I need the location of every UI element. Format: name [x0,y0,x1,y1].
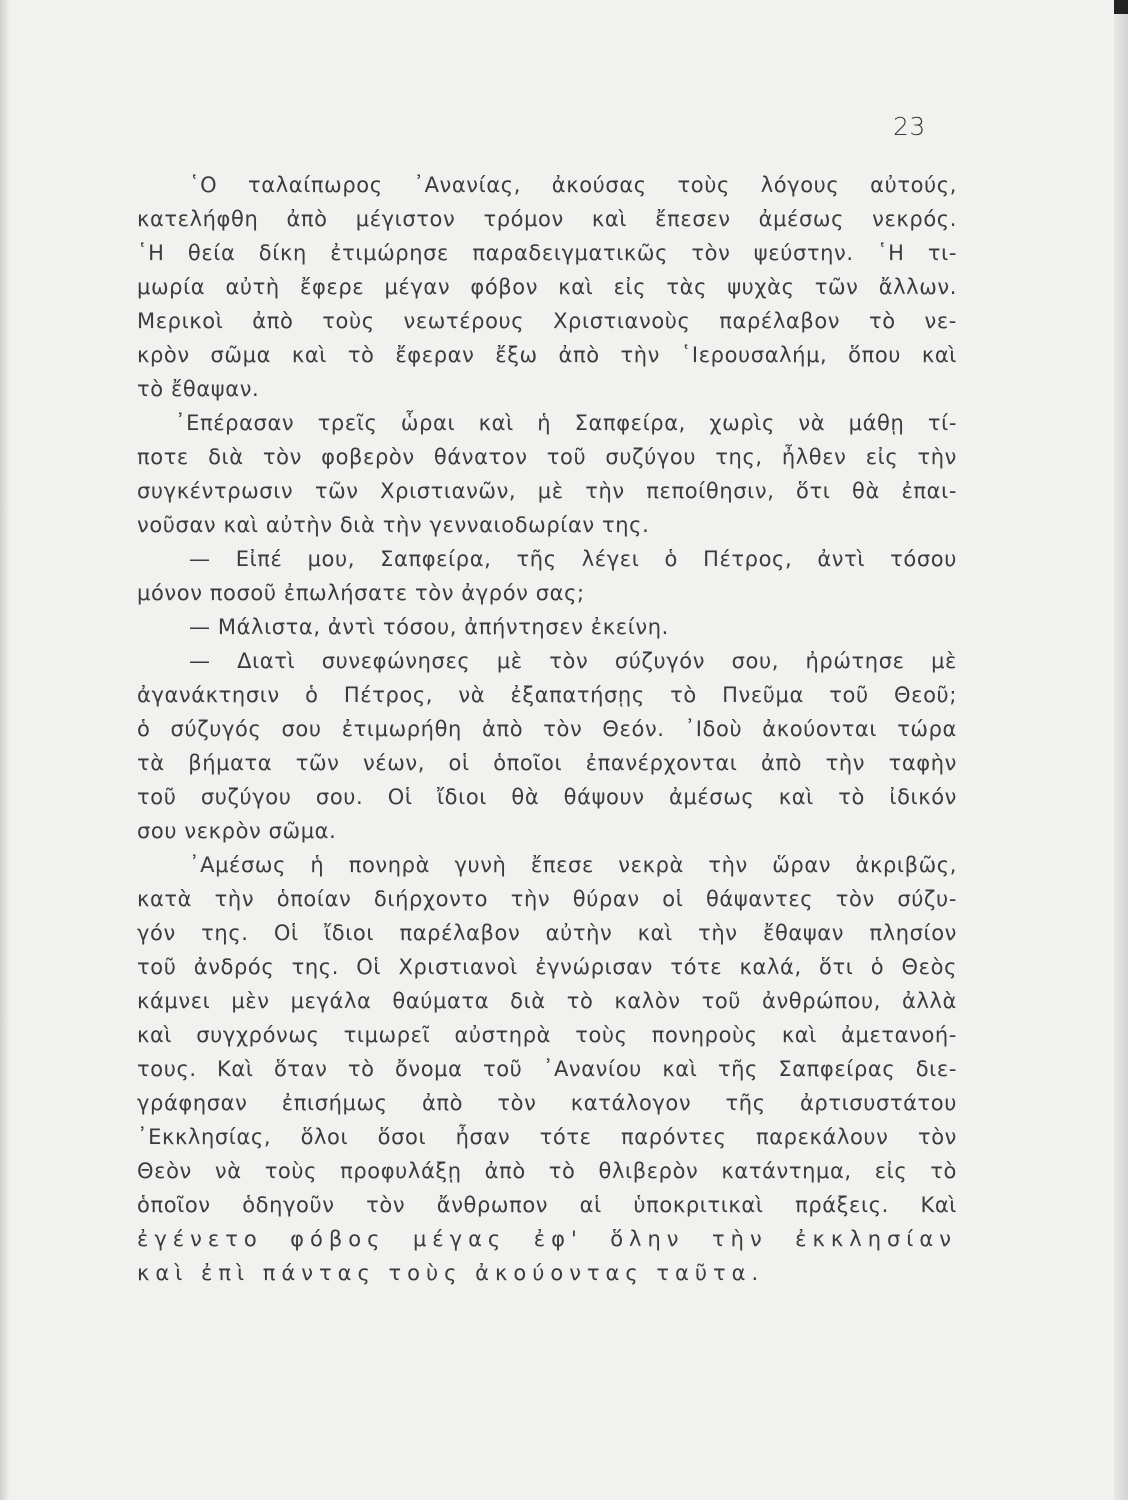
text-line: καὶ ἐπὶ πάντας τοὺς ἀκούοντας ταῦτα. [137,1261,765,1285]
text-line: ῾Ο ταλαίπωρος ᾿Ανανίας, ἀκούσας τοὺς λόγους αὐτούς, [189,173,957,197]
text-line: τοῦ ἀνδρός της. Οἱ Χριστιανοὶ ἐγνώρισαν τότε καλά, ὅτι ὁ Θεὸς [137,955,957,979]
text-line: ᾿Εκκλησίας, ὅλοι ὅσοι ἦσαν τότε παρόντες παρεκάλουν τὸν [137,1125,957,1149]
text-line: κατελήφθη ἀπὸ μέγιστον τρόμον καὶ ἔπεσεν ἀμέσως νεκρός. [137,207,957,231]
body-text [137,168,957,1290]
text-line: — Εἰπέ μου, Σαπφείρα, τῆς λέγει ὁ Πέτρος, ἀντὶ τόσου [189,547,957,571]
text-line: γράφησαν ἐπισήμως ἀπὸ τὸν κατάλογον τῆς ἀρτισυστάτου [137,1091,957,1115]
text-line: Θεὸν νὰ τοὺς προφυλάξῃ ἀπὸ τὸ θλιβερὸν κατάντημα, εἰς τὸ [137,1159,957,1183]
text-line: ποτε διὰ τὸν φοβερὸν θάνατον τοῦ συζύγου της, ἦλθεν εἰς τὴν [137,445,957,469]
text-line: κάμνει μὲν μεγάλα θαύματα διὰ τὸ καλὸν τοῦ ἀνθρώπου, ἀλλὰ [137,989,957,1013]
text-line: — Μάλιστα, ἀντὶ τόσου, ἀπήντησεν ἐκείνη. [189,615,669,639]
text-line: τὸ ἔθαψαν. [137,377,260,401]
text-line: τὰ βήματα τῶν νέων, οἱ ὁποῖοι ἐπανέρχονται ἀπὸ τὴν ταφὴν [137,751,957,775]
text-line: κρὸν σῶμα καὶ τὸ ἔφεραν ἔξω ἀπὸ τὴν ῾Ιερουσαλήμ, ὅπου καὶ [137,343,957,367]
text-line: γόν της. Οἱ ἴδιοι παρέλαβον αὐτὴν καὶ τὴν ἔθαψαν πλησίον [137,921,957,945]
text-line: ᾿Επέρασαν τρεῖς ὧραι καὶ ἡ Σαπφείρα, χωρὶς νὰ μάθῃ τί- [175,411,957,435]
text-line: σου νεκρὸν σῶμα. [137,819,337,843]
text-line: — Διατὶ συνεφώνησες μὲ τὸν σύζυγόν σου, ἠρώτησε μὲ [189,649,957,673]
text-line: τους. Καὶ ὅταν τὸ ὄνομα τοῦ ᾿Ανανίου καὶ τῆς Σαπφείρας διε- [137,1057,957,1081]
text-line: συγκέντρωσιν τῶν Χριστιανῶν, μὲ τὴν πεποίθησιν, ὅτι θὰ ἐπαι- [137,479,957,503]
text-line: ἐγένετο φόβος μέγας ἐφ' ὅλην τὴν ἐκκλησίαν [137,1227,957,1251]
scan-corner-mark [1114,0,1128,14]
page-right-edge [1114,0,1128,1500]
text-line: ῾Η θεία δίκη ἐτιμώρησε παραδειγματικῶς τὸν ψεύστην. ῾Η τι- [137,241,957,265]
text-line: ᾿Αμέσως ἡ πονηρὰ γυνὴ ἔπεσε νεκρὰ τὴν ὥραν ἀκριβῶς, [189,853,957,877]
text-line: νοῦσαν καὶ αὐτὴν διὰ τὴν γενναιοδωρίαν της. [137,513,650,537]
text-line: ὁποῖον ὁδηγοῦν τὸν ἄνθρωπον αἱ ὑποκριτικαὶ πράξεις. Καὶ [137,1193,957,1217]
text-line: καὶ συγχρόνως τιμωρεῖ αὐστηρὰ τοὺς πονηροὺς καὶ ἀμετανοή- [137,1023,957,1047]
text-line: ἀγανάκτησιν ὁ Πέτρος, νὰ ἐξαπατήσῃς τὸ Πνεῦμα τοῦ Θεοῦ; [137,683,957,707]
page-number: 23 [893,112,926,141]
text-line: ὁ σύζυγός σου ἐτιμωρήθη ἀπὸ τὸν Θεόν. ᾿Ιδοὺ ἀκούονται τώρα [137,717,957,741]
text-line: μόνον ποσοῦ ἐπωλήσατε τὸν ἀγρόν σας; [137,581,585,605]
text-line: μωρία αὐτὴ ἔφερε μέγαν φόβον καὶ εἰς τὰς ψυχὰς τῶν ἄλλων. [137,275,957,299]
page-gutter-shadow [0,0,10,1500]
text-line: τοῦ συζύγου σου. Οἱ ἴδιοι θὰ θάψουν ἀμέσως καὶ τὸ ἰδικόν [137,785,957,809]
text-line: Μερικοὶ ἀπὸ τοὺς νεωτέρους Χριστιανοὺς παρέλαβον τὸ νε- [137,309,957,333]
text-line: κατὰ τὴν ὁποίαν διήρχοντο τὴν θύραν οἱ θάψαντες τὸν σύζυ- [137,887,957,911]
